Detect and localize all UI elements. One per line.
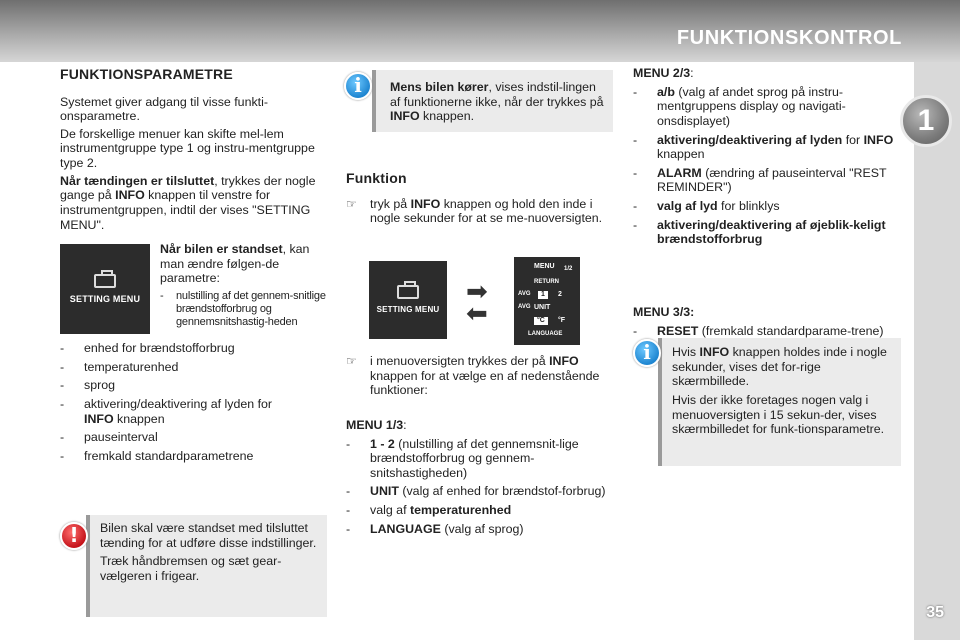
parameter-list-block (60, 341, 328, 467)
menu-3-title (633, 305, 901, 320)
info-driving-paragraph (390, 80, 605, 124)
menu-3-title-text: MENU 3/3: (633, 304, 695, 319)
column-middle (346, 170, 614, 226)
list-item (633, 324, 901, 339)
section-title-funktionsparametre: FUNKTIONSPARAMETRE (60, 66, 233, 82)
step-2-text-a: i menuoversigten trykkes der på (370, 354, 550, 368)
info-box-driving (372, 70, 613, 132)
list-item: - nulstilling af det gennem-snitlige brændstofforbrug og gennemsnitshastig-heden (160, 290, 328, 329)
item-text: (fremkald standardparame-trene) (698, 323, 884, 338)
menu-2-list (633, 85, 901, 247)
item-bold: a/b (657, 84, 675, 99)
menu-3-list (633, 324, 901, 339)
info-label: INFO (863, 132, 894, 147)
info-icon: i (344, 72, 372, 100)
arrow-right-icon: ➡ (466, 276, 488, 306)
menu-1-title: MENU 1/3: (346, 417, 407, 432)
step-1-text-b: knappen og hold den inde i nogle sekunder for at se me-nuoversigten. (370, 196, 603, 226)
info-driving-text-a: , vises indstil-lingen af funktionerne ikke, når der trykkes på (390, 80, 604, 109)
step-2 (346, 354, 614, 398)
warning-paragraph-2: Træk håndbremsen og sæt gear-vælgeren i frigear. (100, 554, 282, 583)
info-box-hold (658, 338, 901, 466)
arrow-left-icon: ⬅ (466, 298, 488, 328)
info-label: INFO (699, 345, 730, 359)
menu-celsius: °C (534, 317, 548, 325)
chapter-number-badge: 1 (900, 95, 952, 147)
page-number: 35 (926, 604, 944, 621)
menu-1-list (346, 437, 614, 537)
toolbox-icon (397, 285, 419, 299)
list-item: - sprog (60, 378, 328, 393)
item-text-pre: valg af (370, 503, 410, 517)
info-hold-pre: Hvis (672, 345, 700, 359)
item-bold: 1 - 2 (370, 436, 395, 451)
list-item (346, 484, 614, 499)
info-hold-paragraph-2: Hvis der ikke foretages nogen valg i menuoversigten i 15 sekun-der, vises skærmbilledet for funk-tionsparametre. (672, 392, 885, 437)
info-label: INFO (549, 354, 579, 368)
item-text-pre: for (842, 132, 864, 147)
item-text-rest: knappen (113, 411, 165, 426)
menu-2-title-text: MENU 2/3 (633, 66, 691, 80)
item-text: for blinklys (717, 199, 780, 213)
item-bold: UNIT (370, 484, 399, 499)
menu-1-title-text: MENU 1/3 (346, 417, 404, 432)
info-driving-text-b: knappen. (419, 109, 475, 124)
parameter-list (60, 341, 328, 463)
item-bold: temperaturenhed (409, 503, 512, 517)
item-bold: aktivering/deaktivering af øjeblik-keligt brændstofforbrug (657, 217, 886, 247)
menu-option-2: 2 (558, 291, 562, 298)
paragraph-ignition (60, 174, 328, 233)
item-text: (valg af enhed for brændstof-forbrug) (398, 484, 606, 499)
menu-title: MENU (534, 263, 555, 270)
item-bold: ALARM (657, 165, 702, 180)
page-header-title: FUNKTIONSKONTROL (676, 27, 902, 49)
info-hold-text: knappen holdes inde i nogle sekunder, vises det for-rige skærmbillede. (672, 345, 887, 389)
list-item (633, 199, 901, 214)
list-item: - temperaturenhed (60, 360, 328, 375)
right-margin-strip (914, 62, 960, 640)
column-right (633, 66, 901, 342)
stand-still-block (160, 242, 328, 333)
list-item (633, 166, 901, 195)
menu-return: RETURN (534, 279, 559, 285)
menu-option-1: 1 (538, 291, 548, 299)
pointing-hand-icon: ☞ (346, 196, 357, 211)
item-text: (ændring af pauseinterval "REST REMINDER") (657, 165, 887, 195)
ignition-bold: Når tændingen er tilsluttet (60, 173, 215, 188)
column-left (60, 66, 328, 235)
info-driving-bold: Mens bilen kører (390, 80, 489, 94)
menu-2-title: MENU 2/3: (633, 66, 694, 80)
item-bold: aktivering/deaktivering af lyden (657, 132, 843, 147)
info-label: INFO (390, 109, 420, 124)
menu-avg-1: AVG (518, 291, 531, 297)
info-icon: i (633, 339, 661, 367)
menu-avg-2: AVG (518, 304, 531, 310)
item-text: (valg af sprog) (440, 521, 524, 536)
info-hold-paragraph-1 (672, 345, 893, 389)
list-item (633, 218, 901, 247)
list-item (346, 437, 614, 481)
list-item: - pauseinterval (60, 430, 328, 445)
warning-exclamation-icon: ! (60, 522, 88, 550)
screen-label: SETTING MENU (69, 293, 141, 304)
list-item (346, 503, 614, 518)
stand-still-paragraph (160, 242, 328, 286)
info-label: INFO (84, 411, 114, 426)
item-bold: LANGUAGE (370, 521, 441, 536)
item-text: (nulstilling af det gennemsnit-lige brændstofforbrug og gennem-snitshastigheden) (370, 436, 579, 480)
ignition-text-a: , trykkes der nogle gange på (60, 173, 316, 203)
stand-still-rest: , kan man ændre følgen-de parametre: (160, 242, 310, 286)
toolbox-icon (94, 274, 116, 288)
stand-still-bold: Når bilen er standset (160, 242, 283, 256)
paragraph-intro: Systemet giver adgang til visse funkti-onsparametre. (60, 94, 268, 124)
pointing-hand-icon: ☞ (346, 354, 357, 368)
info-label: INFO (410, 196, 441, 211)
warning-box (86, 515, 327, 617)
menu-fahrenheit: °F (558, 317, 566, 324)
item-text: aktivering/deaktivering af lyden for (84, 396, 273, 411)
ignition-text-b: knappen til venstre for instrumentgruppen, indtil der vises "SETTING MENU". (60, 188, 311, 232)
item-text-post: knappen (657, 147, 705, 162)
menu-language: LANGUAGE (528, 331, 563, 337)
step-2-text-b: knappen for at vælge en af nedenstående funktioner: (370, 368, 600, 398)
section-title-funktion: Funktion (346, 170, 407, 186)
column-middle-lower (346, 354, 614, 540)
screen-label: SETTING MENU (376, 305, 440, 315)
setting-menu-screen-small (60, 244, 150, 334)
menu-unit: UNIT (534, 304, 551, 311)
list-item (346, 522, 614, 537)
item-text: (valg af andet sprog på instru-mentgruppens display og navigati-onsdisplayet) (657, 84, 846, 128)
item-bold: valg af lyd (657, 199, 718, 213)
stand-still-list (160, 290, 328, 329)
info-label: INFO (115, 188, 145, 203)
list-item: - fremkald standardparametrene (60, 449, 328, 464)
step-1 (346, 197, 614, 226)
warning-paragraph-1: Bilen skal være standset med tilsluttet tænding for at udføre disse indstillinger. (100, 521, 317, 550)
list-item (60, 397, 328, 426)
setting-menu-screen (369, 261, 447, 339)
list-item: - enhed for brændstofforbrug (60, 341, 328, 356)
paragraph-menus: De forskellige menuer kan skifte mel-lem instrumentgruppe type 1 og instru-mentgruppe type 2. (60, 126, 315, 171)
menu-overview-screen (514, 257, 580, 345)
list-item (633, 85, 901, 129)
step-1-text-a: tryk på (370, 196, 411, 211)
item-bold: RESET (657, 323, 699, 338)
list-item (633, 133, 901, 162)
menu-page: 1/2 (564, 266, 573, 272)
